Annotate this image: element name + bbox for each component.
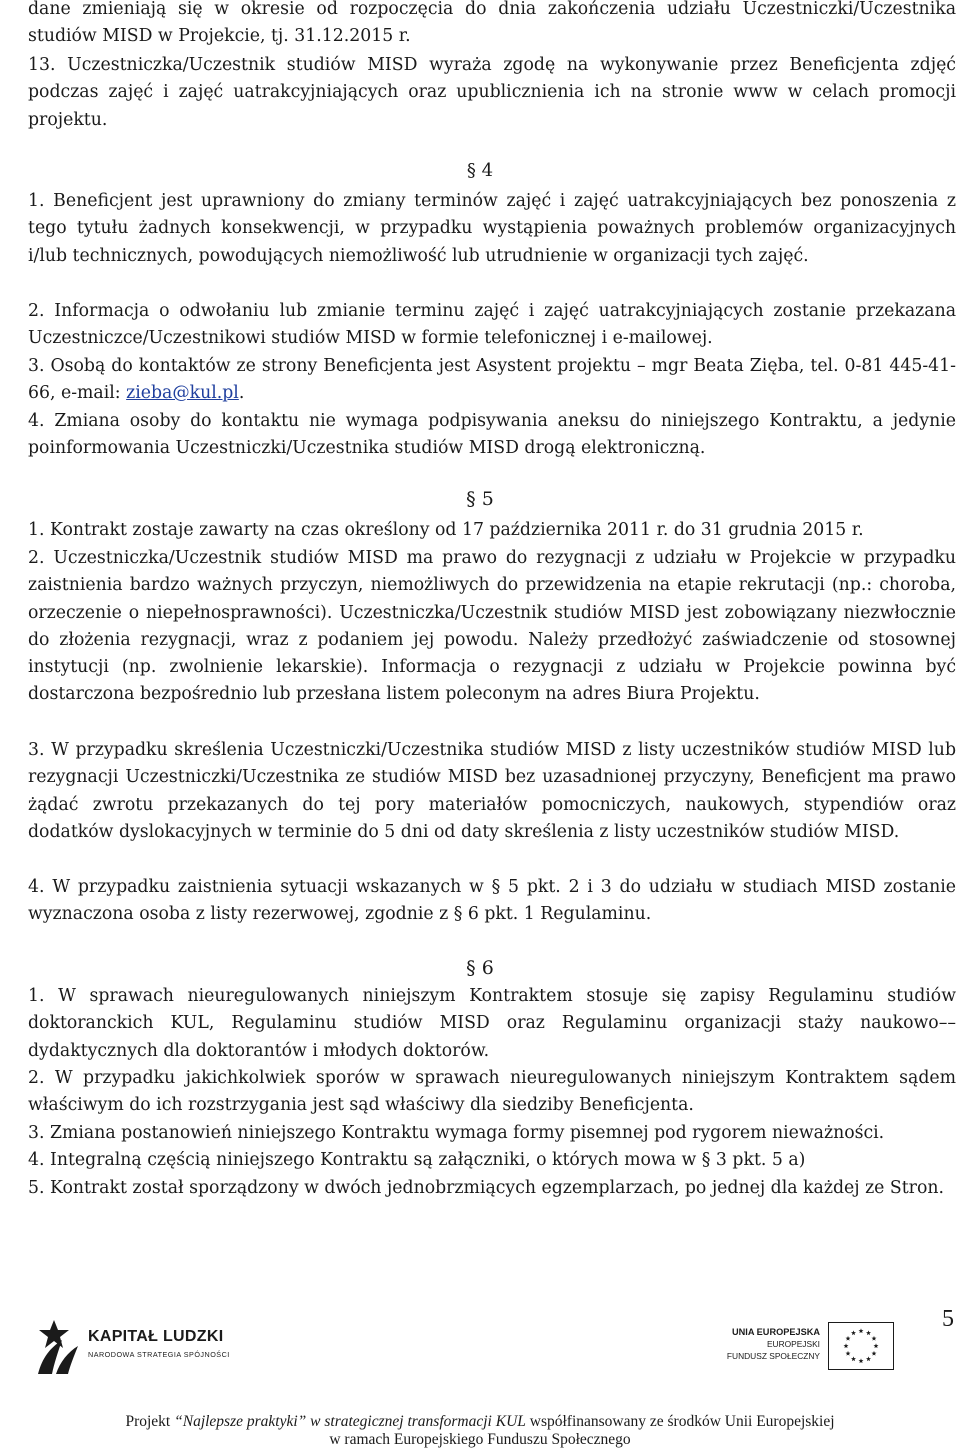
section-5-heading: § 5 (466, 488, 494, 510)
item-number: 3. (28, 740, 45, 760)
eu-logo-text (724, 1326, 820, 1362)
item-tail: . (238, 383, 245, 404)
paragraph-continuation (28, 0, 956, 51)
item-number: 4. (28, 1150, 45, 1170)
section-4-item-2 (28, 298, 956, 353)
footer-line-1 (0, 1412, 960, 1431)
item-number: 2. (28, 1068, 45, 1088)
item-text: Integralną częścią niniejszego Kontraktu są załączniki, o których mowa w § 3 pkt. 5 a) (50, 1150, 806, 1170)
kapital-ludzki-emblem-icon (32, 1318, 84, 1376)
contact-email-link[interactable]: zieba@kul.pl (126, 383, 239, 404)
item-number: 3. (28, 356, 45, 376)
item-text: W przypadku jakichkolwiek sporów w sprawach nieuregulowanych niniejszym Kontraktem sądem właściwym do ich rozstrzygania jest sąd właściwy dla siedziby Beneficjenta. (28, 1068, 956, 1116)
section-5-item-4 (28, 874, 956, 929)
section-5-item-2 (28, 545, 956, 709)
footer-cofinanced: współfinansowany ze środków Unii Europejskiej (529, 1413, 835, 1430)
item-text: Beneficjent jest uprawniony do zmiany terminów zajęć i zajęć uatrakcyjniających bez ponoszenia z tego tytułu żadnych konsekwencji, w przypadku wystąpienia poważnych problemów organizacyjnych i/lub technicznych, powodujących niemożliwość lub utrudnienie w organizacji tych zajęć. (28, 191, 956, 266)
section-5-item-3 (28, 737, 956, 846)
item-number: 4. (28, 877, 45, 897)
kapital-ludzki-subtitle: NARODOWA STRATEGIA SPÓJNOŚCI (88, 1350, 230, 1359)
section-6-heading: § 6 (466, 957, 494, 979)
item-text: W przypadku skreślenia Uczestniczki/Uczestnika studiów MISD z listy uczestników studiów MISD lub rezygnacji Uczestniczki/Uczestnika ze studiów MISD bez uzasadnionej przyczyny, Beneficjent ma prawo żądać zwrotu przekazanych do tej pory materiałów pomocniczych, naukowych, stypendiów oraz dodatków dyslokacyjnych w terminie do 5 dni od daty skreślenia z listy uczestników studiów MISD. (28, 740, 957, 842)
item-number: 5. (28, 1178, 45, 1198)
section-4-heading: § 4 (466, 160, 494, 181)
item-text: Uczestniczka/Uczestnik studiów MISD ma prawo do rezygnacji z udziału w Projekcie w przypadku zaistnienia bardzo ważnych przyczyn, niemożliwych do przewidzenia na etapie rekrutacji (np.: choroba, orzeczenie o niepełnosprawności). Uczestniczka/Uczestnik studiów MISD jest zobowiązany niezwłocznie do złożenia rezygnacji, wraz z podaniem jej powodu. Należy przedłożyć zaświadczenie od stosownej instytucji (np. zwolnienie lekarskie). Informacja o rezygnacji z udziału w Projekcie powinna być dostarczona bezpośrednio lub przesłana listem poleconym na adres Biura Projektu. (28, 548, 956, 705)
item-text: Kontrakt zostaje zawarty na czas określony od 17 października 2011 r. do 31 grudnia 2015 r. (50, 520, 864, 540)
section-6-item-5 (28, 1175, 956, 1202)
eu-logo (724, 1322, 894, 1370)
eu-line-3: FUNDUSZ SPOŁECZNY (726, 1351, 820, 1361)
paragraph-text: dane zmieniają się w okresie od rozpoczęcia do dnia zakończenia udziału Uczestniczki/Uczestnika studiów MISD w Projekcie, tj. 31.12.2015 r. (28, 0, 956, 47)
footer-project-label: Projekt (125, 1413, 171, 1430)
eu-line-1: UNIA EUROPEJSKA (732, 1327, 820, 1337)
footer-line-2: w ramach Europejskiego Funduszu Społecznego (329, 1431, 631, 1448)
item-text: Kontrakt został sporządzony w dwóch jednobrzmiących egzemplarzach, po jednej dla każdej ze Stron. (50, 1178, 944, 1198)
item-number: 3. (28, 1123, 45, 1143)
kapital-ludzki-title: KAPITAŁ LUDZKI (88, 1328, 224, 1345)
item-number: 1. (28, 520, 45, 540)
section-4-item-3 (28, 353, 956, 408)
item-number: 2. (28, 548, 45, 568)
section-6-item-4 (28, 1147, 956, 1174)
item-number: 1. (28, 986, 45, 1006)
item-text: Osobą do kontaktów ze strony Beneficjenta jest Asystent projektu – mgr Beata Zięba, tel. 0-81 445-41-66, e-mail: (28, 356, 956, 404)
item-text: W sprawach nieuregulowanych niniejszym Kontraktem stosuje się zapisy Regulaminu studiów doktoranckich KUL, Regulaminu studiów MISD oraz Regulaminu organizacji staży naukowo––dydaktycznych dla doktorantów i młodych doktorów. (28, 986, 956, 1061)
item-text: W przypadku zaistnienia sytuacji wskazanych w § 5 pkt. 2 i 3 do udziału w studiach MISD zostanie wyznaczona osoba z listy rezerwowej, zgodnie z § 6 pkt. 1 Regulaminu. (28, 877, 956, 925)
section-6-item-1 (28, 983, 956, 1065)
item-number: 1. (28, 191, 45, 211)
section-6-item-2 (28, 1065, 956, 1120)
item-text: Informacja o odwołaniu lub zmianie terminu zajęć i zajęć uatrakcyjniających zostanie przekazana Uczestniczce/Uczestnikowi studiów MISD w formie telefonicznej i e-mailowej. (28, 301, 956, 349)
eu-line-2: EUROPEJSKI (766, 1339, 820, 1349)
section-5-item-1 (28, 517, 956, 544)
item-text: Zmiana postanowień niniejszego Kontraktu wymaga formy pisemnej pod rygorem nieważności. (50, 1123, 885, 1143)
item-number: 4. (28, 411, 45, 431)
paragraph-13 (28, 52, 956, 134)
eu-flag-icon (828, 1322, 894, 1370)
paragraph-text: Uczestniczka/Uczestnik studiów MISD wyraża zgodę na wykonywanie przez Beneficjenta zdjęć podczas zajęć i zajęć uatrakcyjniających oraz upublicznienia ich na stronie www w celach promocji projektu. (28, 55, 956, 130)
item-number: 2. (28, 301, 45, 321)
section-4-item-1 (28, 188, 956, 270)
kapital-ludzki-logo (32, 1318, 252, 1376)
item-number: 13. (28, 55, 56, 75)
section-4-item-4 (28, 408, 956, 463)
page-number: 5 (942, 1306, 954, 1332)
section-6-item-3 (28, 1120, 956, 1147)
item-text: Zmiana osoby do kontaktu nie wymaga podpisywania aneksu do niniejszego Kontraktu, a jedynie poinformowania Uczestniczki/Uczestnika studiów MISD drogą elektroniczną. (28, 411, 956, 459)
footer-project-title: “Najlepsze praktyki” w strategicznej transformacji KUL (174, 1413, 526, 1430)
